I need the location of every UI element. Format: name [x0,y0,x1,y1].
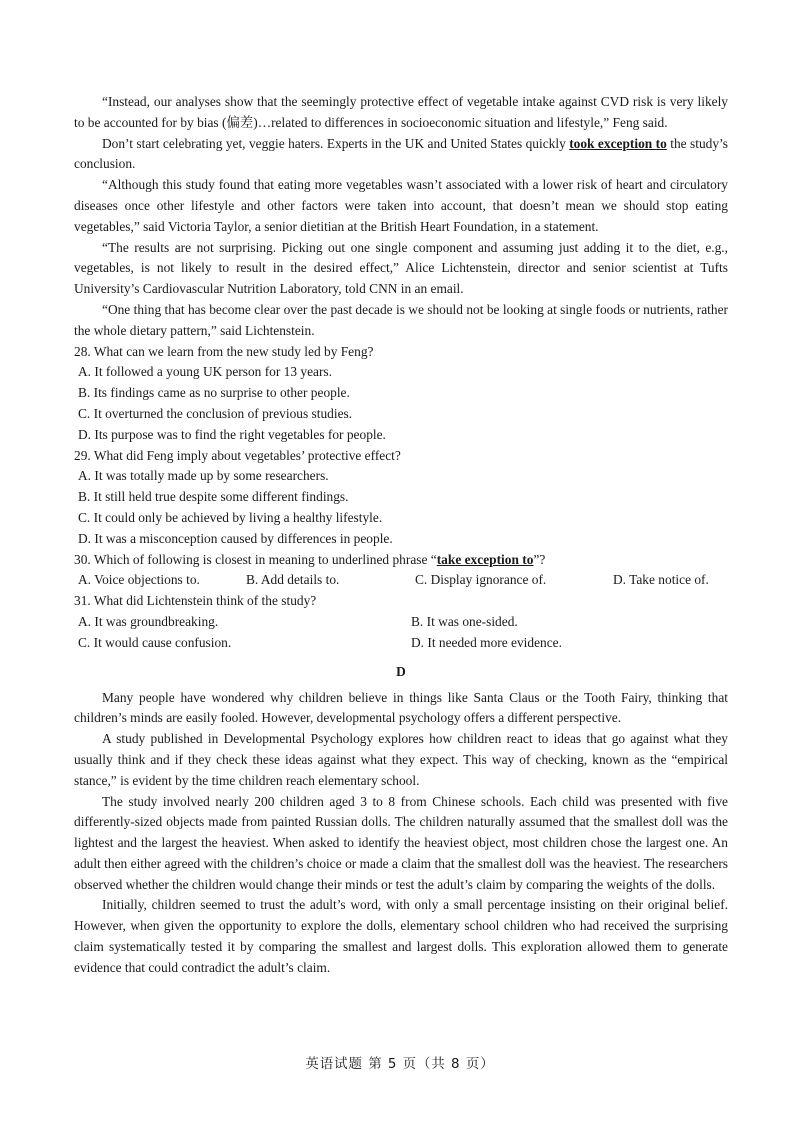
option-a: A. Voice objections to. [78,572,200,588]
paragraph-text: the study’s conclusion. [74,135,728,172]
stem-text: 30. Which of following is closest in meaning to underlined phrase “ [74,551,437,567]
passage-d-paragraph-4: Initially, children seemed to trust the adult’s word, with only a small percentage insisting on their original belief. However, when given the opportunity to explore the dolls, elementary school children who had received the surprising claim systematically tested it by comparing the smallest and largest dolls. This exploration allowed them to generate evidence that could contradict the adult’s claim. [74,897,728,975]
question-30 [74,550,728,592]
section-d-title: D [396,663,406,679]
passage-c-paragraph-1: “Instead, our analyses show that the seemingly protective effect of vegetable intake against CVD risk is very likely to be accounted for by bias (偏差)…related to differences in socioeconomic situation and lifestyle,” Feng said. [74,94,728,130]
option-d: D. It was a misconception caused by differences in people. [78,530,393,546]
option-b: B. It was one-sided. [411,613,518,629]
option-a: A. It followed a young UK person for 13 years. [78,364,332,380]
paragraph-text: Don’t start celebrating yet, veggie haters. Experts in the UK and United States quickly [102,135,570,151]
page-footer: 英语试题 第 5 页（共 8 页） [305,1057,495,1072]
stem-text: ”? [533,551,546,567]
question-28 [74,342,728,446]
option-c: C. It overturned the conclusion of previous studies. [78,405,353,421]
passage-c-paragraph-2 [74,134,728,176]
option-d: D. Take notice of. [613,572,709,588]
question-stem: 31. What did Lichtenstein think of the study? [74,593,317,609]
question-stem [74,550,728,571]
question-stem: 28. What can we learn from the new study led by Feng? [74,343,374,359]
question-stem: 29. What did Feng imply about vegetables’ protective effect? [74,447,401,463]
question-31 [74,591,728,653]
option-d: D. It needed more evidence. [411,634,562,650]
passage-c-paragraph-4: “The results are not surprising. Picking out one single component and assuming just adding it to the diet, e.g., vegetables, is not likely to result in the desired effect,” Alice Lichtenstein, director and senior scientist at Tufts University’s Cardiovascular Nutrition Laboratory, told CNN in an email. [74,239,728,297]
page-content [74,92,728,979]
option-a: A. It was totally made up by some researchers. [78,468,329,484]
question-29 [74,446,728,550]
option-b: B. Add details to. [246,572,340,588]
passage-c-paragraph-5: “One thing that has become clear over the past decade is we should not be looking at single foods or nutrients, rather the whole dietary pattern,” said Lichtenstein. [74,301,728,338]
options-row [78,570,728,591]
option-d: D. Its purpose was to find the right vegetables for people. [78,426,386,442]
option-c: C. It would cause confusion. [78,634,232,650]
passage-d-paragraph-2: A study published in Developmental Psychology explores how children react to ideas that go against what they usually think and if they check these ideas against what they expect. This way of checking, known as the “empirical stance,” is evident by the time children reach elementary school. [74,731,728,788]
underlined-phrase: took exception to [569,135,667,151]
option-b: B. Its findings came as no surprise to other people. [78,385,350,401]
passage-c-paragraph-3: “Although this study found that eating more vegetables wasn’t associated with a lower risk of heart and circulatory diseases once other lifestyle and other factors were taken into account, that doesn’t mean we should stop eating vegetables,” said Victoria Taylor, a senior dietitian at the British Heart Foundation, in a statement. [74,177,728,234]
options-row [78,612,728,633]
underlined-phrase: take exception to [436,551,534,567]
option-c: C. It could only be achieved by living a healthy lifestyle. [78,509,383,525]
options-row [78,633,728,654]
passage-d-paragraph-1: Many people have wondered why children believe in things like Santa Claus or the Tooth Fairy, thinking that children’s minds are easily fooled. However, developmental psychology offers a different perspective. [74,689,728,726]
option-a: A. It was groundbreaking. [78,613,219,629]
option-c: C. Display ignorance of. [415,572,547,588]
passage-d-paragraph-3: The study involved nearly 200 children aged 3 to 8 from Chinese schools. Each child was presented with five differently-sized objects made from painted Russian dolls. The children naturally assumed that the smallest doll was the lightest and the largest the heaviest. When asked to identify the heaviest object, most children chose the largest one. An adult then either agreed with the children’s choice or made a claim that the smallest doll was the heaviest. The researchers observed whether the children would change their minds or test the adult’s claim by comparing the weights of the dolls. [74,793,728,892]
option-b: B. It still held true despite some different findings. [78,489,349,505]
